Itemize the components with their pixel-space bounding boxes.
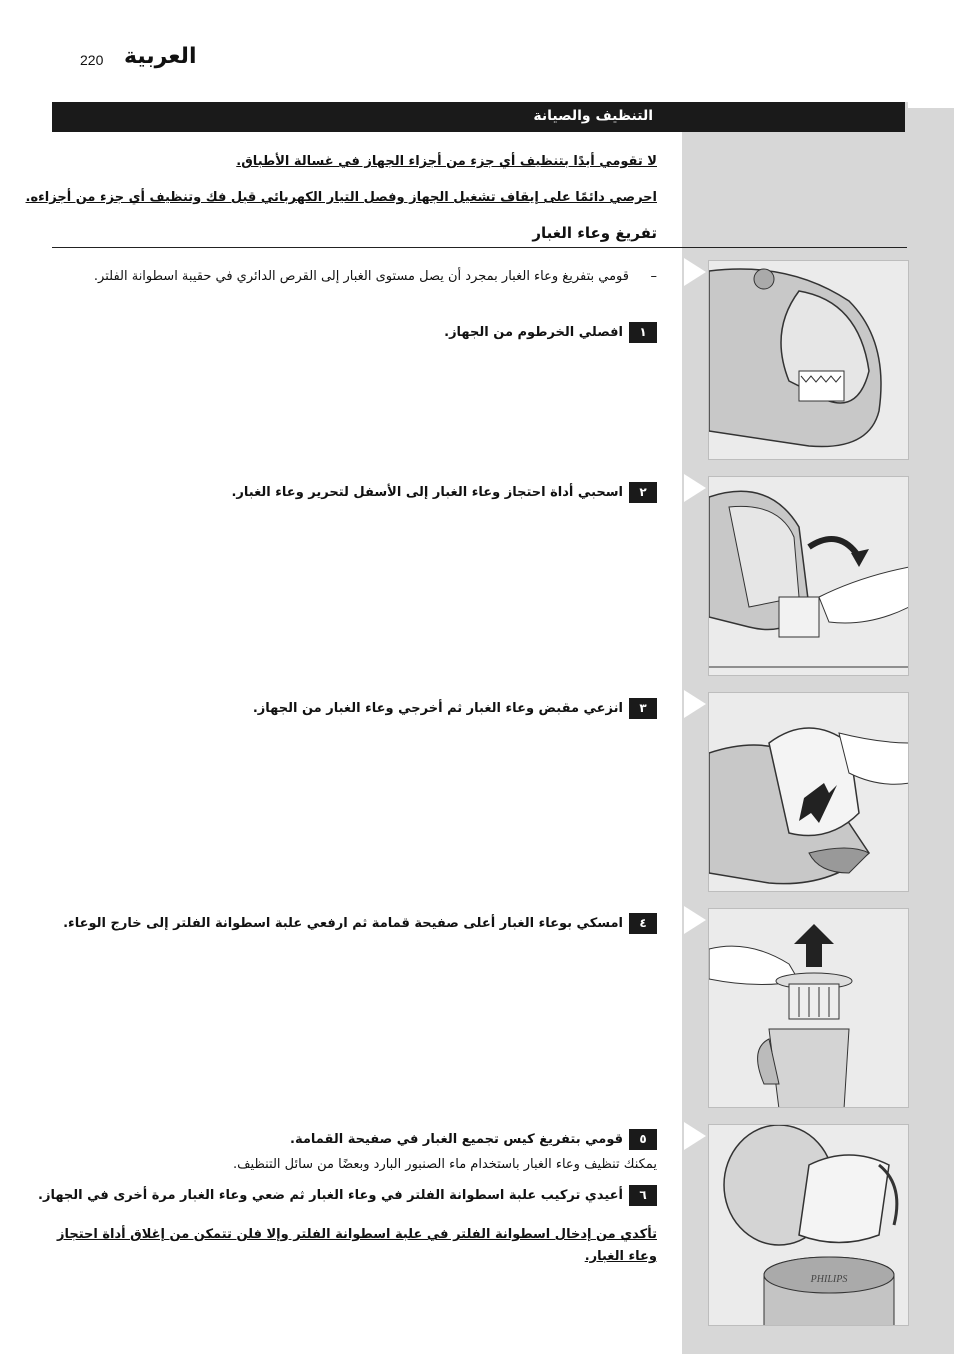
pointer-arrow	[684, 258, 706, 286]
empty-bin-illustration	[708, 1124, 909, 1326]
final-warning: تأكدي من إدخال اسطوانة الفلتر في علبة اسطوانة الفلتر وإلا فلن تتمكن من إغلاق أداة احتجاز وعاء الغبار.	[56, 1227, 657, 1264]
intro-paragraph	[37, 266, 657, 288]
intro-text: قومي بتفريغ وعاء الغبار بمجرد أن يصل مستوى الغبار إلى القرص الدائري في حقيبة اسطوانة الفلتر.	[93, 269, 629, 284]
step-text: افصلي الخرطوم من الجهاز.	[444, 325, 623, 340]
section-title-bar	[52, 102, 908, 132]
step-text: امسكي بوعاء الغبار أعلى صفيحة قمامة ثم ارفعي علبة اسطوانة الفلتر إلى خارج الوعاء.	[63, 916, 623, 931]
pointer-arrow	[684, 1122, 706, 1150]
page-number: 220	[80, 52, 104, 68]
warning-unplug: احرصي دائمًا على إيقاف تشغيل الجهاز وفصل التيار الكهربائي قبل فك وتنظيف أي جزء من أجزاءه.	[25, 190, 657, 205]
pull-latch-illustration	[708, 476, 909, 676]
pointer-arrow	[684, 906, 706, 934]
subsection-title: تفريغ وعاء الغبار	[532, 224, 657, 242]
step-2	[231, 482, 657, 503]
step-number: ٥	[629, 1129, 657, 1150]
step-5	[290, 1129, 657, 1150]
step-6	[38, 1185, 657, 1206]
step-number: ٣	[629, 698, 657, 719]
brand-mark: PHILIPS	[810, 1274, 848, 1285]
intro-dash: –	[650, 269, 657, 284]
warning-dishwasher: لا تقومي أبدًا بتنظيف أي جزء من أجزاء الجهاز في غسالة الأطباق.	[236, 154, 657, 169]
lift-filter-illustration	[708, 908, 909, 1108]
step-text: اسحبي أداة احتجاز وعاء الغبار إلى الأسفل لتحرير وعاء الغبار.	[231, 485, 623, 500]
pointer-arrow	[684, 690, 706, 718]
pointer-arrow	[684, 474, 706, 502]
step-text: قومي بتفريغ كيس تجميع الغبار في صفيحة القمامة.	[290, 1132, 623, 1147]
step-number: ٤	[629, 913, 657, 934]
step-text: أعيدي تركيب علبة اسطوانة الفلتر في وعاء الغبار ثم ضعي وعاء الغبار مرة أخرى في الجهاز.	[38, 1188, 623, 1203]
language-title: العربية	[124, 44, 197, 69]
vacuum-open-bin-illustration	[708, 260, 909, 460]
step-number: ١	[629, 322, 657, 343]
remove-bin-illustration	[708, 692, 909, 892]
step-4	[63, 913, 657, 934]
step-text: انزعي مقبض وعاء الغبار ثم أخرجي وعاء الغبار من الجهاز.	[252, 701, 623, 716]
subsection-rule	[52, 247, 907, 248]
section-title: التنظيف والصيانة	[533, 108, 653, 124]
step-number: ٢	[629, 482, 657, 503]
step-5-note: يمكنك تنظيف وعاء الغبار باستخدام ماء الصنبور البارد وبعضًا من سائل التنظيف.	[232, 1157, 657, 1172]
step-3	[253, 698, 657, 719]
step-1	[444, 322, 657, 343]
step-number: ٦	[629, 1185, 657, 1206]
